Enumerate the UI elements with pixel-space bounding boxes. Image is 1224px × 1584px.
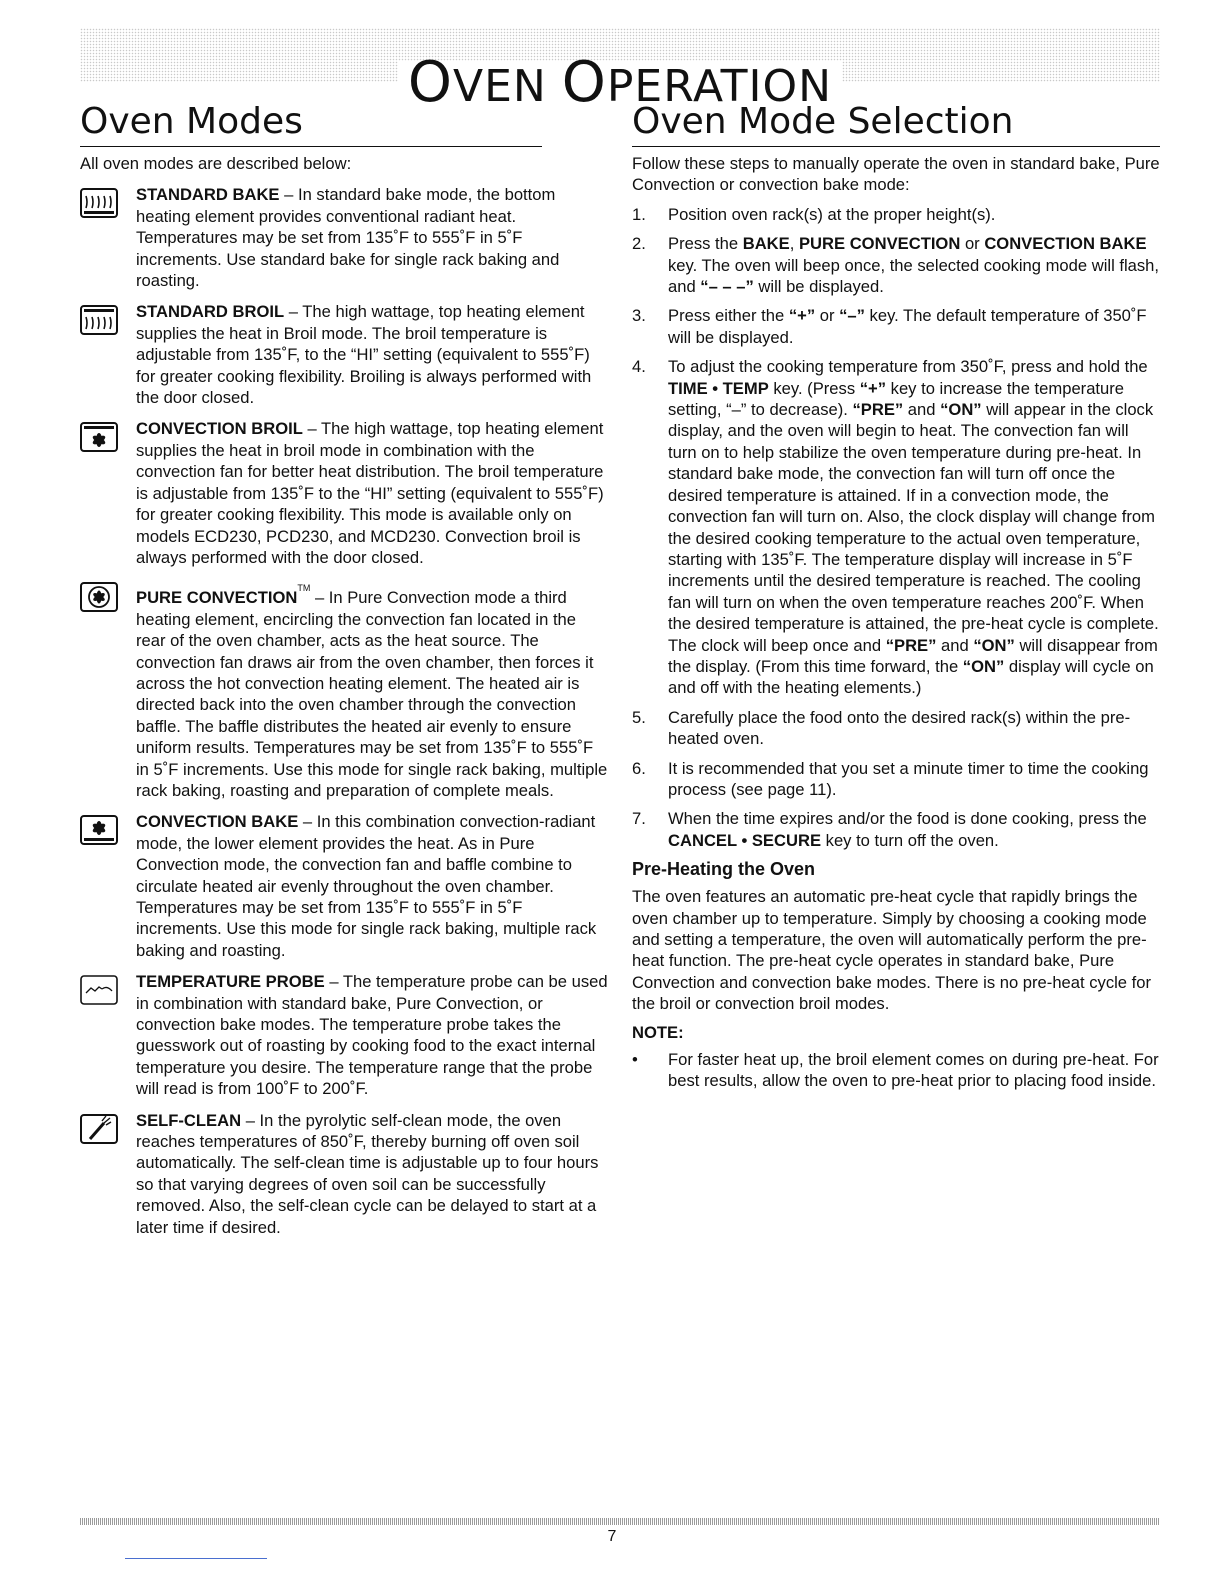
oven-modes-intro: All oven modes are described below: [80,154,352,173]
step-item [632,707,1160,750]
mode-entry [80,811,608,961]
mode-name: CONVECTION BROIL [136,419,303,439]
step-text: Press the [668,234,743,254]
note-text: For faster heat up, the broil element comes on during pre-heat. For best results, allow the oven to pre-heat prior to placing food inside. [668,1049,1159,1091]
step-text: or [815,306,840,326]
mode-name: SELF-CLEAN [136,1110,242,1130]
mode-entry [80,578,608,801]
step-number: 4. [632,357,646,377]
title-cap-2: O [561,50,607,115]
mode-name: STANDARD BAKE [136,185,280,205]
footer-rule [80,1518,1160,1525]
mode-description [136,578,608,801]
preheat-text: The oven features an automatic pre-heat cycle that rapidly brings the oven chamber up to temperature. Simply by choosing a cooking mode and setting a temperature, the oven will automatically perform the pre-heat function. The pre-heat cycle operates in standard bake, Pure Convection and convection bake modes. There is no pre-heat cycle for the broil or convection broil modes. [632,887,1152,1014]
step-keyword: BAKE [742,234,790,254]
mode-description [136,971,608,1099]
step-keyword: “ON” [962,656,1005,676]
mode-description [136,811,608,961]
self-clean-icon [80,1114,118,1144]
step-text: and [903,400,941,420]
step-text: will disappear from the display. (From this time forward, the [668,635,1158,676]
step-text: key. The oven will beep once, the selected cooking mode will flash, and [668,255,1160,297]
page-banner [80,28,1160,115]
mode-name: TEMPERATURE PROBE [136,972,325,992]
step-number: 7. [632,809,646,829]
mode-text: – In the pyrolytic self-clean mode, the oven reaches temperatures of 850˚F, thereby burning off oven soil automatically. The self-clean time is adjustable up to four hours so that varying degrees of oven soil can be successfully removed. Also, the self-clean cycle can be delayed to start at a later time if desired. [136,1110,599,1237]
mode-description [136,301,608,408]
mode-name: STANDARD BROIL [136,302,285,322]
mode-text: – In this combination convection-radiant mode, the lower element provides the heat. As in Pure Convection mode, the convection fan and baffle combine to circulate heated air evenly throughout the oven chamber. Temperatures may be set from 135˚F to 555˚F in 5˚F increments. Use this mode for single rack baking, multiple rack baking and roasting. [136,812,597,960]
title-cap-1: O [407,50,453,115]
oven-modes-heading: Oven Modes [80,100,542,147]
step-text: or [960,234,985,254]
standard-broil-icon [80,305,118,335]
title-word-2: PERATION [606,61,833,112]
title-word-1: VEN [452,61,547,112]
mode-description [136,184,608,291]
step-text: will appear in the clock display, and the oven will begin to heat. The convection fan will turn on to help stabilize the oven temperature during pre-heat. In standard bake mode, the convection fan will turn off once the desired temperature is attained. If in a convection mode, the convection fan will turn on. Also, the clock display will change from the desired cooking temperature to the actual oven temperature, starting with 135˚F. The temperature display will increase in 5˚F increments until the desired temperature is reached. The cooling fan will turn on when the oven temperature reaches 200˚F. When the desired temperature is attained, the pre-heat cycle is complete. The clock will beep once and [668,400,1159,655]
note-item [632,1049,1160,1092]
step-keyword: “PRE” [885,635,937,655]
step-text: It is recommended that you set a minute timer to time the cooking process (see page 11). [668,758,1149,799]
mode-text: – The high wattage, top heating element supplies the heat in Broil mode. The broil temperature is adjustable from 135˚F, to the “HI” setting (equivalent to 555˚F) for greater cooking flexibility. Broiling is always performed with the door closed. [136,302,592,408]
step-keyword: “+” [859,378,887,398]
step-keyword: PURE CONVECTION [798,234,961,254]
step-number: 2. [632,234,646,254]
step-text: Carefully place the food onto the desired rack(s) within the pre-heated oven. [668,707,1131,749]
step-text: and [936,635,974,655]
footer-short-rule [125,1558,267,1559]
trademark-mark: TM [297,583,311,594]
step-keyword: “PRE” [852,400,904,420]
standard-bake-icon [80,188,118,218]
step-text: When the time expires and/or the food is done cooking, press the [668,809,1147,829]
mode-entry [80,418,608,568]
step-item [632,204,1160,225]
mode-text: – In Pure Convection mode a third heating element, encircling the convection fan located in the rear of the oven chamber, acts as the heat source. The convection fan draws air from the oven chamber, then forces it across the hot convection heating element. The heated air is directed back into the oven chamber through the convection baffle. The baffle distributes the heated air evenly to ensure uniform results. Temperatures may be set from 135˚F to 555˚F in 5˚F increments. Use this mode for single rack baking, multiple rack baking, roasting and preparation of complete meals. [136,588,608,800]
step-keyword: “–” [839,306,865,326]
step-keyword: TIME • TEMP [668,378,769,398]
step-keyword: CANCEL • SECURE [668,830,822,850]
note-heading: NOTE: [632,1022,684,1042]
step-text: key. The default temperature of 350˚F will be displayed. [668,306,1147,347]
oven-modes-column [80,100,608,1238]
step-text: Press either the [668,306,789,326]
step-item [632,758,1160,801]
mode-text: – The high wattage, top heating element supplies the heat in broil mode in combination with the convection fan for better heat distribution. The broil temperature is adjustable from 135˚F to the “HI” setting (equivalent to 555˚F) for greater cooking flexibility. This mode is available only on models ECD230, PCD230, and MCD230. Convection broil is always performed with the door closed. [136,419,604,567]
step-item [632,233,1160,297]
page-number: 7 [607,1528,617,1545]
convection-broil-icon [80,422,118,452]
temperature-probe-icon [80,975,118,1005]
step-text: will be displayed. [753,277,884,297]
step-text: key. (Press [768,378,860,398]
convection-bake-icon [80,815,118,845]
oven-mode-selection-heading: Oven Mode Selection [632,100,1160,147]
mode-entry [80,1110,608,1238]
steps-list [632,204,1160,851]
oven-mode-selection-column [632,100,1160,1091]
step-text: key to increase the temperature setting, “–” to decrease). [668,378,1125,420]
mode-entry [80,184,608,291]
preheat-heading: Pre-Heating the Oven [632,859,816,880]
mode-entry [80,301,608,408]
pure-convection-icon [80,582,118,612]
step-text: , [789,234,799,254]
step-keyword: CONVECTION BAKE [984,234,1147,254]
step-item [632,356,1160,699]
notes-list [632,1049,1160,1092]
mode-description [136,1110,608,1238]
selection-intro: Follow these steps to manually operate the oven in standard bake, Pure Convection or convection bake mode: [632,154,1160,195]
step-keyword: “ON” [940,400,982,420]
step-number: 1. [632,204,646,224]
modes-list [80,184,608,1238]
step-number: 6. [632,758,646,778]
mode-name: PURE CONVECTION [136,588,298,608]
step-number: 3. [632,306,646,326]
step-text: Position oven rack(s) at the proper height(s). [668,204,996,224]
step-number: 5. [632,707,646,727]
step-text: To adjust the cooking temperature from 350˚F, press and hold the [668,357,1148,377]
step-text: key to turn off the oven. [821,830,999,850]
step-item [632,305,1160,348]
mode-text: – In standard bake mode, the bottom heating element provides conventional radiant heat. Temperatures may be set from 135˚F to 555˚F in 5˚F increments. Use standard bake for single rack baking and roasting. [136,185,560,291]
mode-description [136,418,608,568]
step-item [632,808,1160,851]
step-keyword: “ON” [973,635,1015,655]
mode-text: – The temperature probe can be used in combination with standard bake, Pure Convection, or convection bake modes. The temperature probe takes the guesswork out of roasting by cooking food to the exact internal temperature you desire. The temperature range that the probe will read is from 100˚F to 200˚F. [136,972,608,1099]
mode-name: CONVECTION BAKE [136,812,299,832]
mode-entry [80,971,608,1099]
step-text: display will cycle on and off with the heating elements.) [668,656,1154,698]
step-keyword: “– – –” [700,277,754,297]
bullet: • [632,1049,638,1069]
step-keyword: “+” [788,306,816,326]
